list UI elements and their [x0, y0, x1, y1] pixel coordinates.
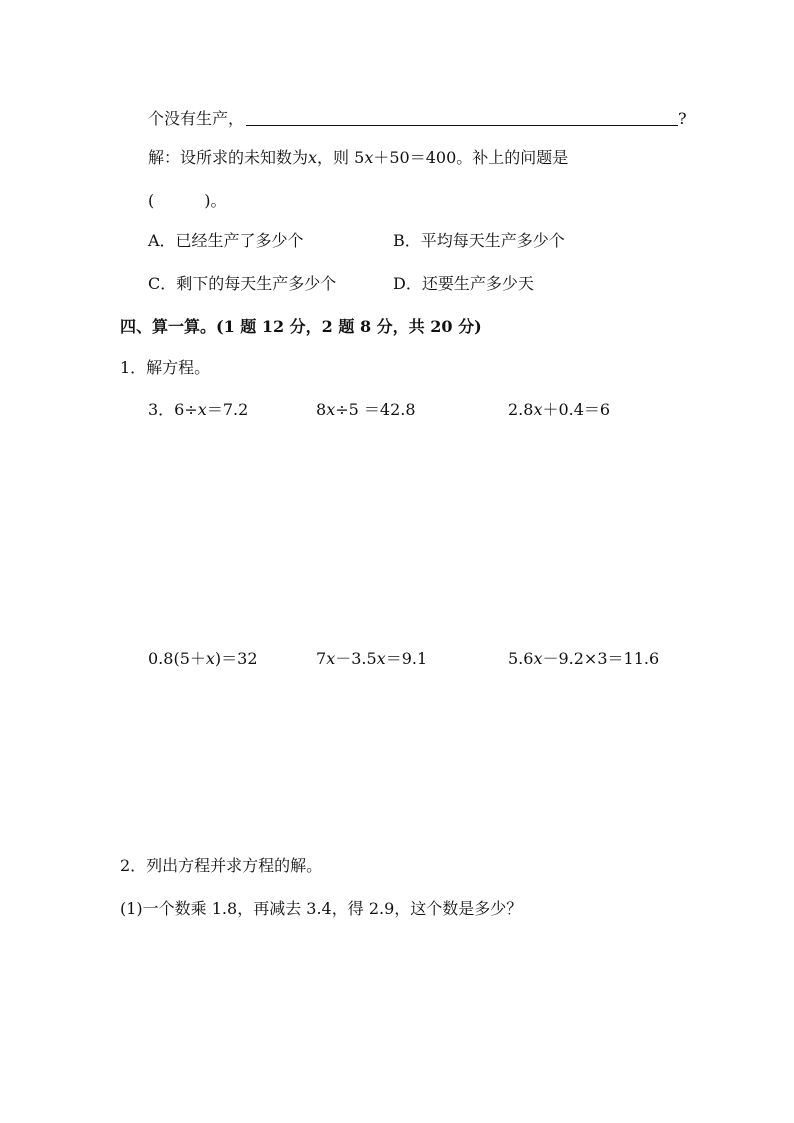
equation-1: 3．6÷x＝7.2: [148, 400, 249, 419]
variable: x: [308, 148, 318, 167]
question-text: 个没有生产，: [148, 109, 245, 128]
option-c: C．剩下的每天生产多少个: [148, 274, 337, 293]
paren-close: )。: [204, 191, 227, 210]
q2-1-text: (1)一个数乘 1.8，再减去 3.4，得 2.9，这个数是多少？: [120, 899, 523, 918]
question-line: [148, 108, 687, 130]
option-b: B．平均每天生产多少个: [393, 231, 565, 250]
solution-rest: ＋50＝400。补上的问题是: [373, 148, 569, 167]
option-d: D．还要生产多少天: [393, 274, 534, 293]
variable: x: [364, 148, 374, 167]
option-a: A．已经生产了多少个: [148, 231, 304, 250]
equation-6: 5.6x－9.2×3＝11.6: [508, 649, 660, 668]
paren-open: (: [148, 191, 155, 210]
equation-2: 8x÷5 ＝42.8: [316, 400, 416, 419]
equation-5: 7x－3.5x＝9.1: [316, 649, 428, 668]
solution-mid: ，则 5: [317, 148, 365, 167]
equation-3: 2.8x＋0.4＝6: [508, 400, 611, 419]
q1-title: 1．解方程。: [120, 358, 211, 377]
section-heading: 四、算一算。(1 题 12 分，2 题 8 分，共 20 分): [120, 317, 482, 336]
answer-paren[interactable]: [148, 190, 227, 212]
question-mark: ?: [678, 109, 687, 128]
q2-title: 2．列出方程并求方程的解。: [120, 856, 323, 875]
equation-4: 0.8(5＋x)＝32: [148, 649, 258, 668]
solution-prefix: 解：设所求的未知数为: [148, 148, 309, 167]
answer-blank[interactable]: [246, 109, 678, 126]
solution-line: [148, 147, 568, 169]
